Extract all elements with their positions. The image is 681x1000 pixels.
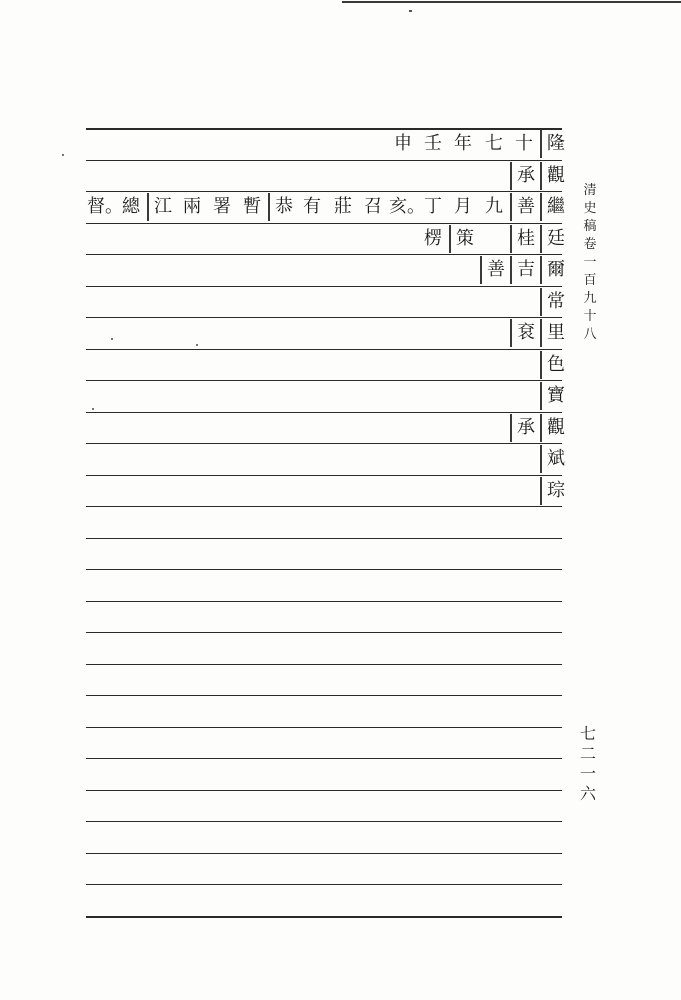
table-cell-char: 暫 (243, 196, 261, 217)
table-rule (86, 160, 562, 161)
top-mark (409, 10, 412, 12)
table-cell-char: 召 (364, 196, 382, 217)
table-cell-char: 承 (510, 414, 540, 442)
table-cell-char: 袞 (510, 319, 540, 347)
table-rule (86, 569, 562, 570)
table-cell-char: 月 (454, 196, 472, 217)
table-cell-char: 隆 (540, 130, 570, 158)
page-number-char: 二 (579, 744, 596, 763)
table-cell-char: 常 (540, 288, 570, 316)
table-cell-char: 亥。 (389, 196, 425, 217)
table-cell-char: 有 (303, 196, 321, 217)
side-char: 八 (583, 327, 597, 342)
table-rule (86, 443, 562, 444)
table-cell-char: 九 (485, 196, 503, 217)
table-rule (86, 538, 562, 539)
top-border (342, 1, 681, 3)
table-cell-char: 七 (485, 133, 503, 154)
page-number (576, 724, 600, 804)
table-rule (86, 412, 562, 413)
table-rule (86, 853, 562, 854)
table-cell-char: 觀 (540, 414, 570, 442)
side-char: 清 (583, 183, 597, 198)
table-cell-char: 繼 (540, 193, 570, 221)
table-rule (86, 632, 562, 633)
table-cell-char: 吉 (510, 256, 540, 284)
side-char: 百 (583, 273, 597, 288)
page-number-char: 六 (579, 784, 596, 803)
table-cell-char: 總 (122, 196, 140, 217)
table-cell-char: 兩 (183, 196, 201, 217)
table-rule (86, 664, 562, 665)
paper-speck (111, 338, 113, 340)
paper-speck (196, 344, 198, 346)
table-rule (86, 317, 562, 318)
table-rule (86, 223, 562, 224)
table-rule (86, 758, 562, 759)
table-cell-char: 年 (454, 133, 472, 154)
table-cell-char: 善 (480, 256, 510, 284)
table-rule (86, 727, 562, 728)
table-cell-char: 莊 (334, 196, 352, 217)
table-cell-char: 里 (540, 319, 570, 347)
side-char: 十 (583, 309, 597, 324)
table-cell-char: 壬 (424, 133, 442, 154)
side-title (580, 182, 600, 344)
table-cell-char: 策 (449, 225, 479, 253)
table-cell-char: 爾 (540, 256, 570, 284)
paper-speck (92, 408, 94, 410)
table-cell-char: 申 (394, 133, 412, 154)
paper-speck (62, 154, 64, 156)
table-rule (86, 821, 562, 822)
table-rule (86, 916, 562, 918)
table-cell-char: 承 (510, 162, 540, 190)
side-char: 史 (583, 201, 597, 216)
page-number-char: 一 (579, 764, 596, 783)
table-cell-char: 十 (515, 133, 533, 154)
table-rule (86, 695, 562, 696)
table-rule (86, 349, 562, 350)
table-cell-char: 恭 (268, 193, 298, 221)
table-cell-char: 署 (213, 196, 231, 217)
table-cell-char: 督。 (87, 196, 123, 217)
table-cell-char: 桂 (510, 225, 540, 253)
table-cell-char: 楞 (424, 228, 442, 249)
table-rule (86, 380, 562, 381)
page-number-char: 七 (579, 724, 596, 743)
table-rule (86, 506, 562, 507)
table-rule (86, 254, 562, 255)
side-char: 九 (583, 291, 597, 306)
table-cell-char: 琮 (540, 477, 570, 505)
side-char: 一 (583, 255, 597, 270)
table-rule (86, 191, 562, 192)
side-char: 稿 (583, 219, 597, 234)
table-rule (86, 601, 562, 602)
table-cell-char: 丁 (424, 196, 442, 217)
table-cell-char: 廷 (540, 225, 570, 253)
table-cell-char: 觀 (540, 162, 570, 190)
table-cell-char: 江 (147, 193, 177, 221)
table-cell-char: 寶 (540, 382, 570, 410)
table-cell-char: 善 (510, 193, 540, 221)
table-cell-char: 色 (540, 351, 570, 379)
table-rule (86, 286, 562, 287)
side-char: 卷 (583, 237, 597, 252)
table-rule (86, 790, 562, 791)
table-rule (86, 475, 562, 476)
table-cell-char: 斌 (540, 445, 570, 473)
table-rule (86, 884, 562, 885)
